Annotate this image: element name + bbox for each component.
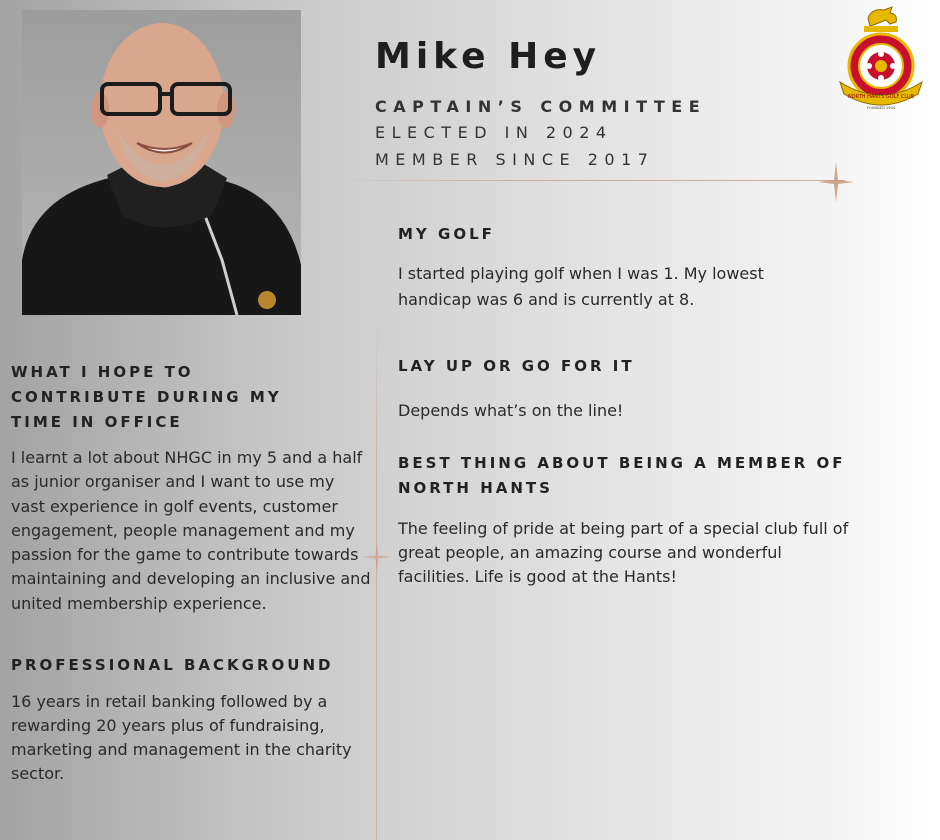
elected-year: ELECTED IN 2024 [375,123,613,142]
section-body-professional: 16 years in retail banking followed by a rewarding 20 years plus of fundraising, marketing and management in the charity sector. [11,692,352,783]
section-heading-professional: PROFESSIONAL BACKGROUND [11,656,334,674]
section-body-hope: I learnt a lot about NHGC in my 5 and a half as junior organiser and I want to use my vast experience in golf events, customer engagement, people management and my passion for the game to contribute towards maintaining and developing an inclusive and united membership experience. [11,448,371,613]
club-crest-logo [832,4,930,112]
column-divider [376,320,377,840]
member-name: Mike Hey [375,36,602,77]
section-heading-best: BEST THING ABOUT BEING A MEMBER OF NORTH HANTS [398,454,846,497]
section-body-best: The feeling of pride at being part of a special club full of great people, an amazing course and wonderful facilities. Life is good at the Hants! [398,519,849,586]
section-heading-hope: WHAT I HOPE TO CONTRIBUTE DURING MY TIME IN OFFICE [11,363,282,431]
profile-photo [22,10,301,315]
section-heading-golf: MY GOLF [398,225,495,243]
section-heading-layup: LAY UP OR GO FOR IT [398,357,635,375]
section-body-layup: Depends what’s on the line! [398,401,624,420]
crest-est-text: FOUNDED 1904 [866,106,896,110]
member-since: MEMBER SINCE 2017 [375,150,655,169]
sparkle-icon [818,162,854,202]
member-role: CAPTAIN’S COMMITTEE [375,97,707,116]
crest-ring-text: NORTH HANTS GOLF CLUB [847,94,915,100]
header-divider [325,180,845,181]
section-body-golf: I started playing golf when I was 1. My lowest handicap was 6 and is currently at 8. [398,264,764,309]
